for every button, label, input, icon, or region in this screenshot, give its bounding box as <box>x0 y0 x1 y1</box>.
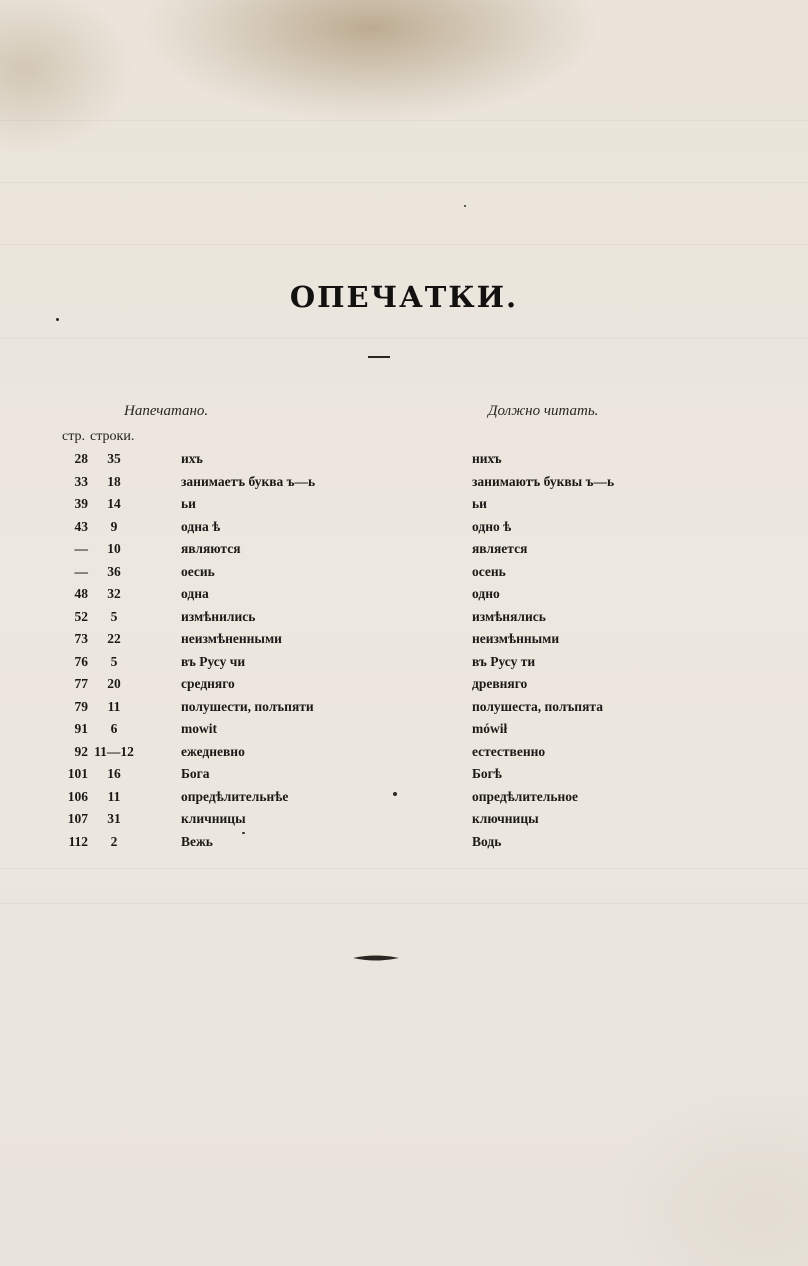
page-number: 39 <box>74 496 88 511</box>
bleed-through-line <box>0 182 808 183</box>
correct-text: полушеста, полъпята <box>472 698 603 714</box>
paper-speck <box>242 832 245 834</box>
errata-row <box>0 538 808 561</box>
title-rule <box>368 356 390 358</box>
line-number: 6 <box>110 721 118 736</box>
correct-text: въ Русу ти <box>472 653 536 669</box>
bleed-through-line <box>0 903 808 904</box>
errata-table <box>0 448 808 853</box>
correct-text: древняго <box>472 676 528 691</box>
line-number: 18 <box>107 473 121 489</box>
errata-row <box>0 651 808 674</box>
printed-text: занимаетъ буква ъ—ь <box>181 473 316 489</box>
line-number: 20 <box>107 676 121 691</box>
page-number: 106 <box>67 788 88 804</box>
printed-column-header: Напечатано. <box>124 403 209 419</box>
printed-text: mowit <box>181 721 217 736</box>
page-number: 76 <box>74 653 88 669</box>
page-number: 79 <box>74 698 88 714</box>
bleed-through-line <box>0 868 808 869</box>
printed-text: средняго <box>181 676 235 691</box>
errata-row <box>0 831 808 854</box>
printed-text: ьи <box>181 496 196 511</box>
page-number: — <box>74 541 88 556</box>
line-number: 11 <box>107 698 121 714</box>
errata-row <box>0 808 808 831</box>
page-number: 33 <box>74 473 88 489</box>
errata-row <box>0 493 808 516</box>
printed-text: опредѣлительнѣе <box>181 788 289 804</box>
errata-row <box>0 471 808 494</box>
errata-row <box>0 696 808 719</box>
printed-text: оесиь <box>181 563 215 579</box>
bleed-through-line <box>0 244 808 245</box>
correct-text: Богѣ <box>472 766 502 781</box>
page-number: 107 <box>67 811 88 826</box>
page-number: 52 <box>74 608 88 624</box>
errata-row <box>0 718 808 741</box>
printed-text: ихъ <box>181 451 203 466</box>
errata-row <box>0 786 808 809</box>
line-number: 5 <box>110 608 118 624</box>
paper-speck <box>56 318 59 321</box>
printed-text: измѣнились <box>181 608 256 624</box>
line-number: 11 <box>107 788 121 804</box>
errata-row <box>0 583 808 606</box>
bleed-through-line <box>0 338 808 339</box>
correct-text: опредѣлительное <box>472 788 578 804</box>
errata-row <box>0 606 808 629</box>
page-number: 43 <box>74 518 88 534</box>
correct-text: естественно <box>472 743 546 759</box>
line-number: 14 <box>107 496 121 511</box>
line-number: 16 <box>107 766 121 781</box>
printed-text: являются <box>181 541 241 556</box>
correct-text: является <box>472 541 528 556</box>
printed-text: кличницы <box>181 811 246 826</box>
bleed-through-line <box>0 120 808 121</box>
line-number: 35 <box>107 451 121 466</box>
page-number: 91 <box>74 721 88 736</box>
page-line-subheader <box>62 429 134 445</box>
printed-text: полушести, полъпяти <box>181 698 314 714</box>
paper-speck <box>393 792 397 796</box>
line-number: 10 <box>107 541 121 556</box>
page-number: 73 <box>74 631 88 646</box>
line-number: 31 <box>107 811 121 826</box>
page-number: 101 <box>67 766 88 781</box>
errata-row <box>0 741 808 764</box>
line-number: 32 <box>107 586 121 601</box>
errata-row <box>0 448 808 471</box>
correct-text: неизмѣнными <box>472 631 560 646</box>
line-number: 11—12 <box>94 743 134 759</box>
correct-text: одно <box>472 586 500 601</box>
line-number: 36 <box>107 563 121 579</box>
page-title: ОПЕЧАТКИ. <box>289 280 519 314</box>
correct-text: одно ѣ <box>472 518 512 534</box>
printed-text: одна <box>181 586 209 601</box>
correct-column-header: Должно читать. <box>488 403 599 419</box>
printed-text: неизмѣненными <box>181 631 282 646</box>
line-number: 2 <box>110 833 118 849</box>
printed-text: одна ѣ <box>181 518 221 534</box>
errata-row <box>0 628 808 651</box>
correct-text: ключницы <box>472 811 539 826</box>
printed-text: въ Русу чи <box>181 653 246 669</box>
page-number: 112 <box>68 833 88 849</box>
errata-row <box>0 561 808 584</box>
line-number: 5 <box>110 653 118 669</box>
errata-row <box>0 673 808 696</box>
lines-header: строки. <box>90 429 135 444</box>
page-number: 28 <box>74 451 88 466</box>
page-number: 92 <box>74 743 88 759</box>
errata-row <box>0 763 808 786</box>
correct-text: mówił <box>472 721 508 736</box>
correct-text: занимаютъ буквы ъ—ь <box>472 473 615 489</box>
printed-text: ежедневно <box>181 743 245 759</box>
correct-text: осень <box>472 563 506 579</box>
correct-text: нихъ <box>472 451 502 466</box>
page-number: — <box>74 563 88 579</box>
page-number: 77 <box>74 676 88 691</box>
page-number: 48 <box>74 586 88 601</box>
line-number: 22 <box>107 631 121 646</box>
correct-text: Водь <box>472 833 502 849</box>
paper-speck <box>464 205 466 207</box>
correct-text: ьи <box>472 496 487 511</box>
line-number: 9 <box>110 518 118 534</box>
errata-row <box>0 516 808 539</box>
printed-text: Бога <box>181 766 210 781</box>
printed-text: Вежь <box>181 833 213 849</box>
closing-ornament <box>352 952 400 964</box>
correct-text: измѣнялись <box>472 608 546 624</box>
page-header: стр. <box>62 429 86 444</box>
